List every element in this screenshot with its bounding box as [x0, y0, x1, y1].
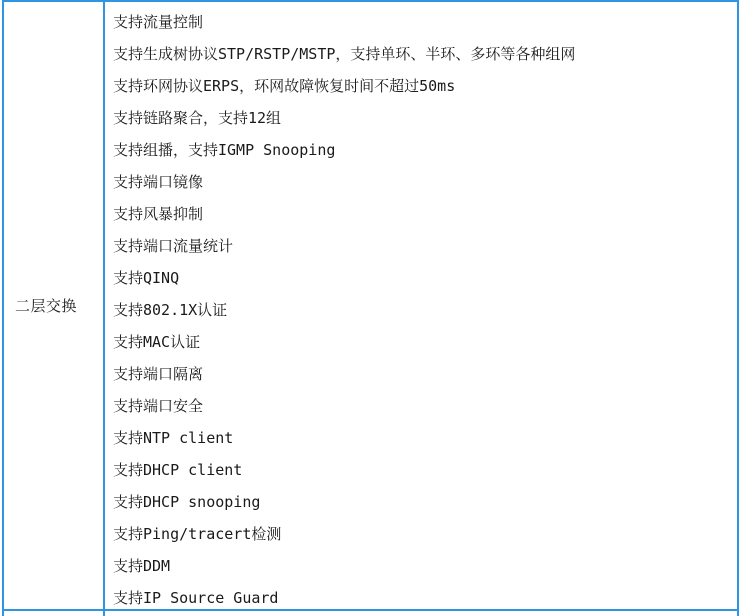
category-cell	[2, 2, 105, 609]
feature-item: 支持DHCP client	[113, 460, 243, 479]
feature-item: 支持DHCP snooping	[113, 492, 261, 511]
feature-item: 支持MAC认证	[113, 332, 201, 351]
feature-item: 支持端口镜像	[113, 172, 204, 191]
feature-item: 支持端口隔离	[113, 364, 204, 383]
feature-item: 支持QINQ	[113, 268, 180, 287]
feature-item: 支持组播，支持IGMP Snooping	[113, 140, 336, 159]
feature-item: 支持Ping/tracert检测	[113, 524, 282, 543]
next-features-cell	[105, 611, 739, 616]
feature-item: 支持IP Source Guard	[113, 588, 279, 607]
category-label: 二层交换	[15, 297, 78, 315]
feature-item: 支持端口流量统计	[113, 236, 234, 255]
table-row-layer2-switching	[2, 0, 739, 611]
feature-item: 支持风暴抑制	[113, 204, 204, 223]
feature-item: 支持生成树协议STP/RSTP/MSTP，支持单环、半环、多环等各种组网	[113, 44, 576, 63]
feature-item: 支持流量控制	[113, 12, 204, 31]
feature-item: 支持环网协议ERPS，环网故障恢复时间不超过50ms	[113, 76, 456, 95]
feature-item: 支持NTP client	[113, 428, 234, 447]
feature-item: 支持802.1X认证	[113, 300, 228, 319]
next-category-cell	[2, 611, 105, 616]
feature-item: 支持链路聚合，支持12组	[113, 108, 282, 127]
feature-item: 支持DDM	[113, 556, 171, 575]
next-table-row-partial	[2, 611, 739, 616]
feature-item: 支持端口安全	[113, 396, 204, 415]
features-cell	[105, 2, 739, 609]
